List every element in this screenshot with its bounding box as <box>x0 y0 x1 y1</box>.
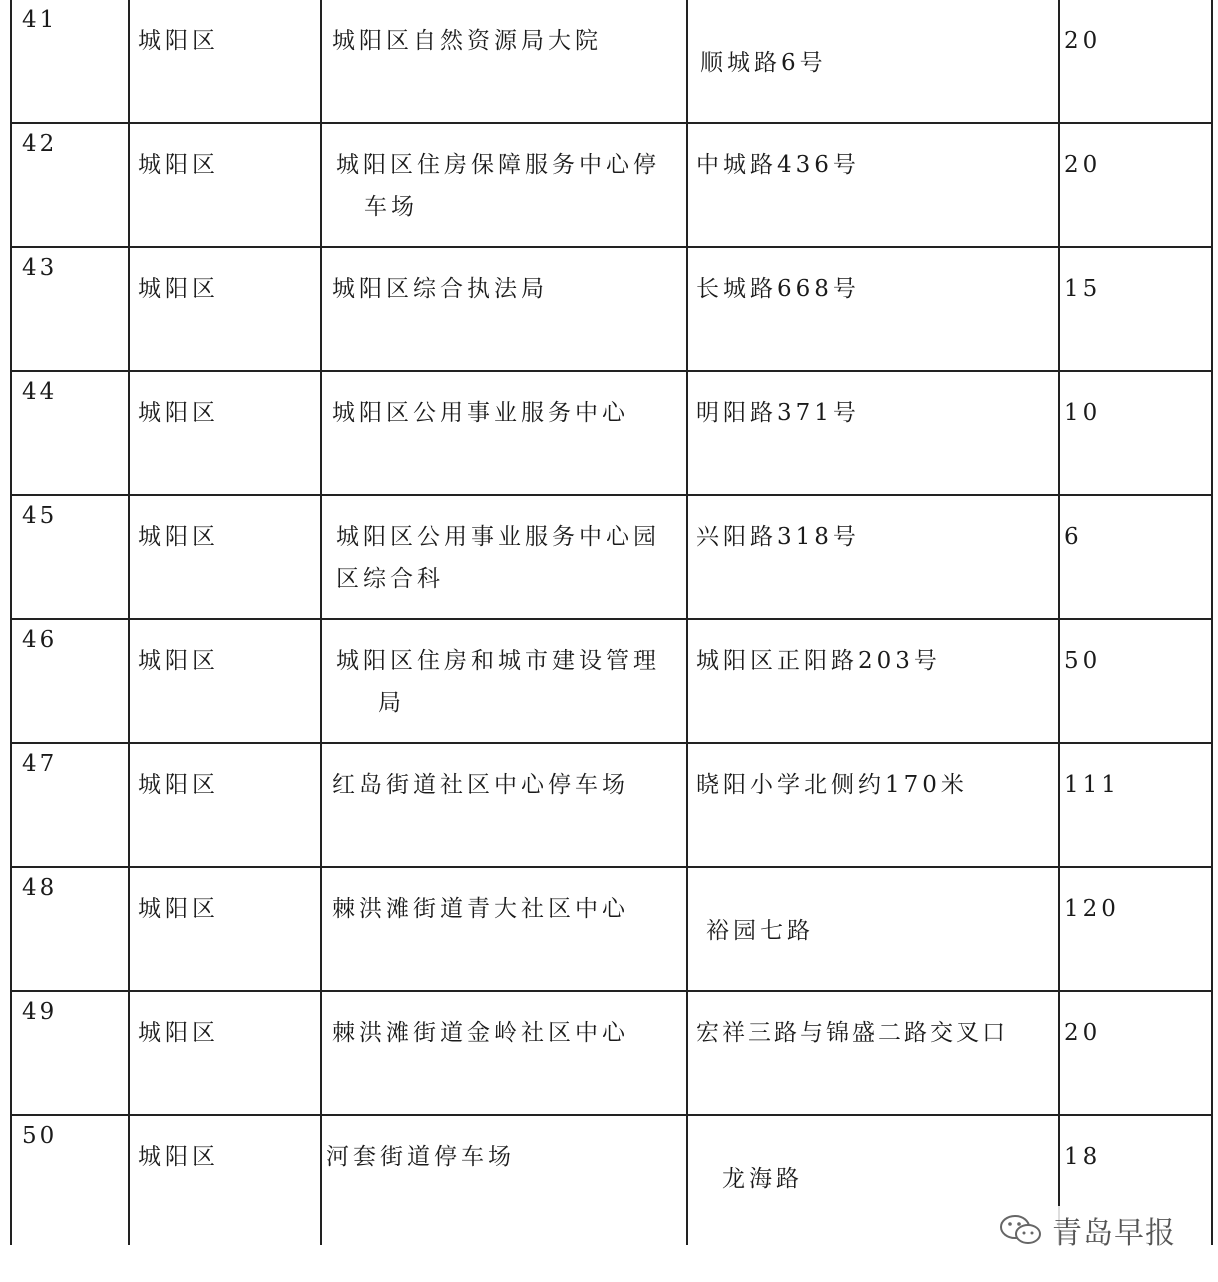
table-row <box>11 0 1212 123</box>
cell-address: 裕园七路 <box>687 867 1059 991</box>
cell-spaces: 15 <box>1059 247 1212 371</box>
source-watermark <box>992 1206 1182 1254</box>
cell-number: 44 <box>11 371 129 495</box>
cell-spaces: 6 <box>1059 495 1212 619</box>
cell-lot-name: 棘洪滩街道金岭社区中心 <box>321 991 687 1115</box>
cell-lot-name: 红岛街道社区中心停车场 <box>321 743 687 867</box>
cell-lot-name: 城阳区公用事业服务中心园 区综合科 <box>321 495 687 619</box>
cell-spaces: 10 <box>1059 371 1212 495</box>
cell-district: 城阳区 <box>129 247 321 371</box>
cell-number: 41 <box>11 0 129 123</box>
cell-address: 顺城路6号 <box>687 0 1059 123</box>
cell-number: 47 <box>11 743 129 867</box>
cell-spaces: 20 <box>1059 991 1212 1115</box>
cell-spaces: 20 <box>1059 0 1212 123</box>
cell-number: 50 <box>11 1115 129 1245</box>
cell-number: 43 <box>11 247 129 371</box>
cell-lot-name: 城阳区公用事业服务中心 <box>321 371 687 495</box>
cell-lot-name: 城阳区综合执法局 <box>321 247 687 371</box>
cell-number: 48 <box>11 867 129 991</box>
cell-district: 城阳区 <box>129 123 321 247</box>
table-row <box>11 991 1212 1115</box>
cell-address: 龙海路 <box>687 1115 1059 1245</box>
table-row <box>11 495 1212 619</box>
cell-lot-name: 河套街道停车场 <box>321 1115 687 1245</box>
cell-address: 晓阳小学北侧约170米 <box>687 743 1059 867</box>
cell-address: 城阳区正阳路203号 <box>687 619 1059 743</box>
wechat-icon <box>998 1212 1044 1248</box>
cell-district: 城阳区 <box>129 619 321 743</box>
cell-spaces: 50 <box>1059 619 1212 743</box>
table-row <box>11 743 1212 867</box>
cell-lot-name: 棘洪滩街道青大社区中心 <box>321 867 687 991</box>
cell-number: 45 <box>11 495 129 619</box>
cell-district: 城阳区 <box>129 991 321 1115</box>
cell-spaces: 111 <box>1059 743 1212 867</box>
cell-address: 宏祥三路与锦盛二路交叉口 <box>687 991 1059 1115</box>
table-row <box>11 371 1212 495</box>
cell-district: 城阳区 <box>129 371 321 495</box>
parking-lot-table <box>10 0 1213 1245</box>
cell-address: 中城路436号 <box>687 123 1059 247</box>
cell-spaces: 18 <box>1059 1115 1212 1245</box>
table-row <box>11 619 1212 743</box>
table-row <box>11 247 1212 371</box>
watermark-text: 青岛早报 <box>1052 1216 1176 1251</box>
cell-spaces: 120 <box>1059 867 1212 991</box>
cell-district: 城阳区 <box>129 743 321 867</box>
table-row <box>11 867 1212 991</box>
cell-district: 城阳区 <box>129 1115 321 1245</box>
cell-lot-name: 城阳区自然资源局大院 <box>321 0 687 123</box>
cell-address: 长城路668号 <box>687 247 1059 371</box>
cell-district: 城阳区 <box>129 867 321 991</box>
table-row <box>11 123 1212 247</box>
cell-address: 明阳路371号 <box>687 371 1059 495</box>
cell-lot-name: 城阳区住房和城市建设管理 局 <box>321 619 687 743</box>
cell-number: 49 <box>11 991 129 1115</box>
cell-lot-name: 城阳区住房保障服务中心停 车场 <box>321 123 687 247</box>
cell-district: 城阳区 <box>129 495 321 619</box>
cell-spaces: 20 <box>1059 123 1212 247</box>
cell-district: 城阳区 <box>129 0 321 123</box>
cell-number: 42 <box>11 123 129 247</box>
cell-address: 兴阳路318号 <box>687 495 1059 619</box>
cell-number: 46 <box>11 619 129 743</box>
